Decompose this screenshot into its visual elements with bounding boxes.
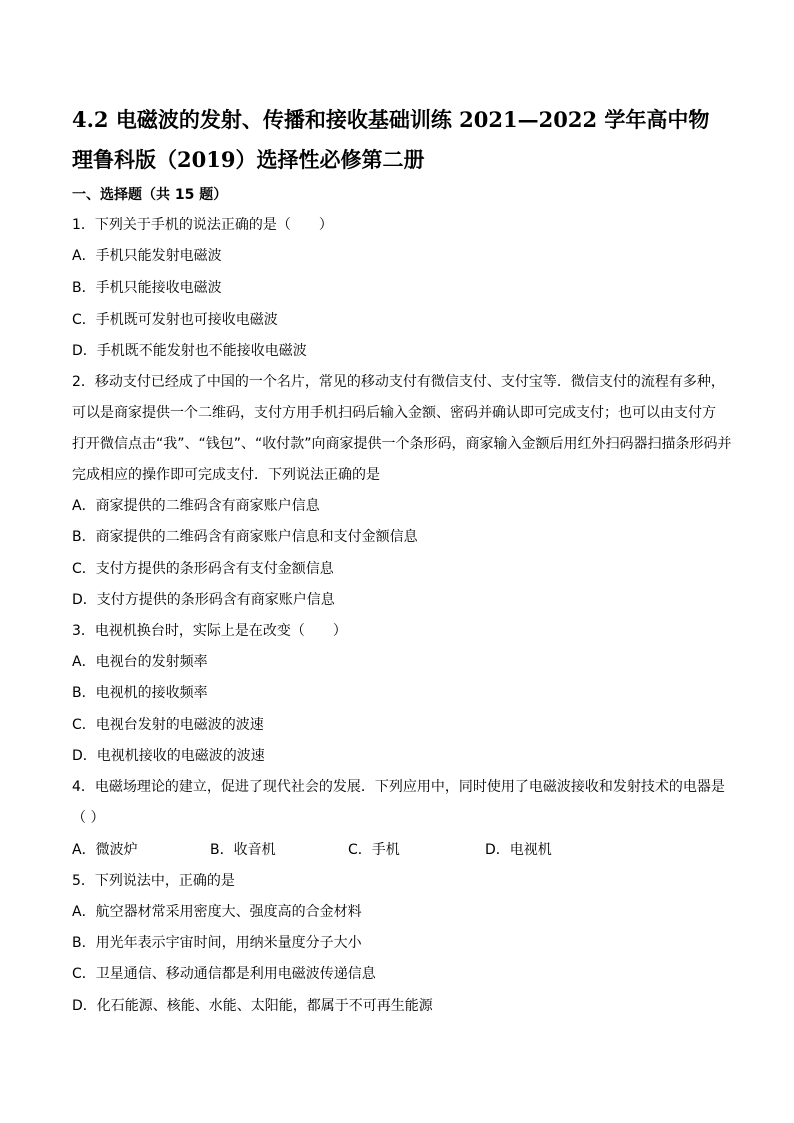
question-3-option-d: D．电视机接收的电磁波的波速 [72,748,265,764]
question-2-stem-line-3: 打开微信点击“我”、“钱包”、“收付款”向商家提供一个条形码，商家输入金额后用红外扫码器扫描条形码并 [72,436,732,452]
question-4-option-a: A．微波炉 [72,842,138,858]
question-2-stem-line-2: 可以是商家提供一个二维码，支付方用手机扫码后输入金额、密码并确认即可完成支付；也可以由支付方 [72,405,716,421]
question-1-option-c: C．手机既可发射也可接收电磁波 [72,312,278,328]
question-4-option-d: D．电视机 [485,842,552,858]
question-4-stem-line-2: （ ） [72,810,105,826]
question-3-option-a: A．电视台的发射频率 [72,654,208,670]
question-1-option-d: D．手机既不能发射也不能接收电磁波 [72,343,307,359]
question-4-options-row [72,839,722,861]
question-4-stem-line-1: 4．电磁场理论的建立，促进了现代社会的发展．下列应用中，同时使用了电磁波接收和发射技术的电器是 [72,779,725,795]
question-3-option-c: C．电视台发射的电磁波的波速 [72,717,264,733]
question-5-option-a: A．航空器材常采用密度大、强度高的合金材料 [72,904,362,920]
question-2-option-c: C．支付方提供的条形码含有支付金额信息 [72,561,334,577]
question-1-option-a: A．手机只能发射电磁波 [72,248,222,264]
question-4-option-c: C．手机 [348,842,400,858]
question-2-stem-line-1: 2．移动支付已经成了中国的一个名片，常见的移动支付有微信支付、支付宝等．微信支付的流程有多种， [72,374,725,390]
question-2-option-a: A．商家提供的二维码含有商家账户信息 [72,498,320,514]
question-3-stem: 3．电视机换台时，实际上是在改变（ ） [72,623,347,639]
question-4-option-b: B．收音机 [210,842,276,858]
question-2-option-b: B．商家提供的二维码含有商家账户信息和支付金额信息 [72,529,418,545]
question-1-stem: 1．下列关于手机的说法正确的是（ ） [72,217,333,233]
question-1-option-b: B．手机只能接收电磁波 [72,280,222,296]
question-5-option-c: C．卫星通信、移动通信都是利用电磁波传递信息 [72,966,376,982]
question-3-option-b: B．电视机的接收频率 [72,685,208,701]
question-5-stem: 5．下列说法中，正确的是 [72,873,235,889]
question-2-option-d: D．支付方提供的条形码含有商家账户信息 [72,592,335,608]
section-heading: 一、选择题（共 15 题） [72,187,228,203]
document-title: 4.2 电磁波的发射、传播和接收基础训练 2021—2022 学年高中物理鲁科版（2019）选择性必修第二册 [72,107,710,172]
question-5-option-d: D．化石能源、核能、水能、太阳能，都属于不可再生能源 [72,998,433,1014]
question-5-option-b: B．用光年表示宇宙时间，用纳米量度分子大小 [72,935,362,951]
question-2-stem-line-4: 完成相应的操作即可完成支付．下列说法正确的是 [72,467,380,483]
